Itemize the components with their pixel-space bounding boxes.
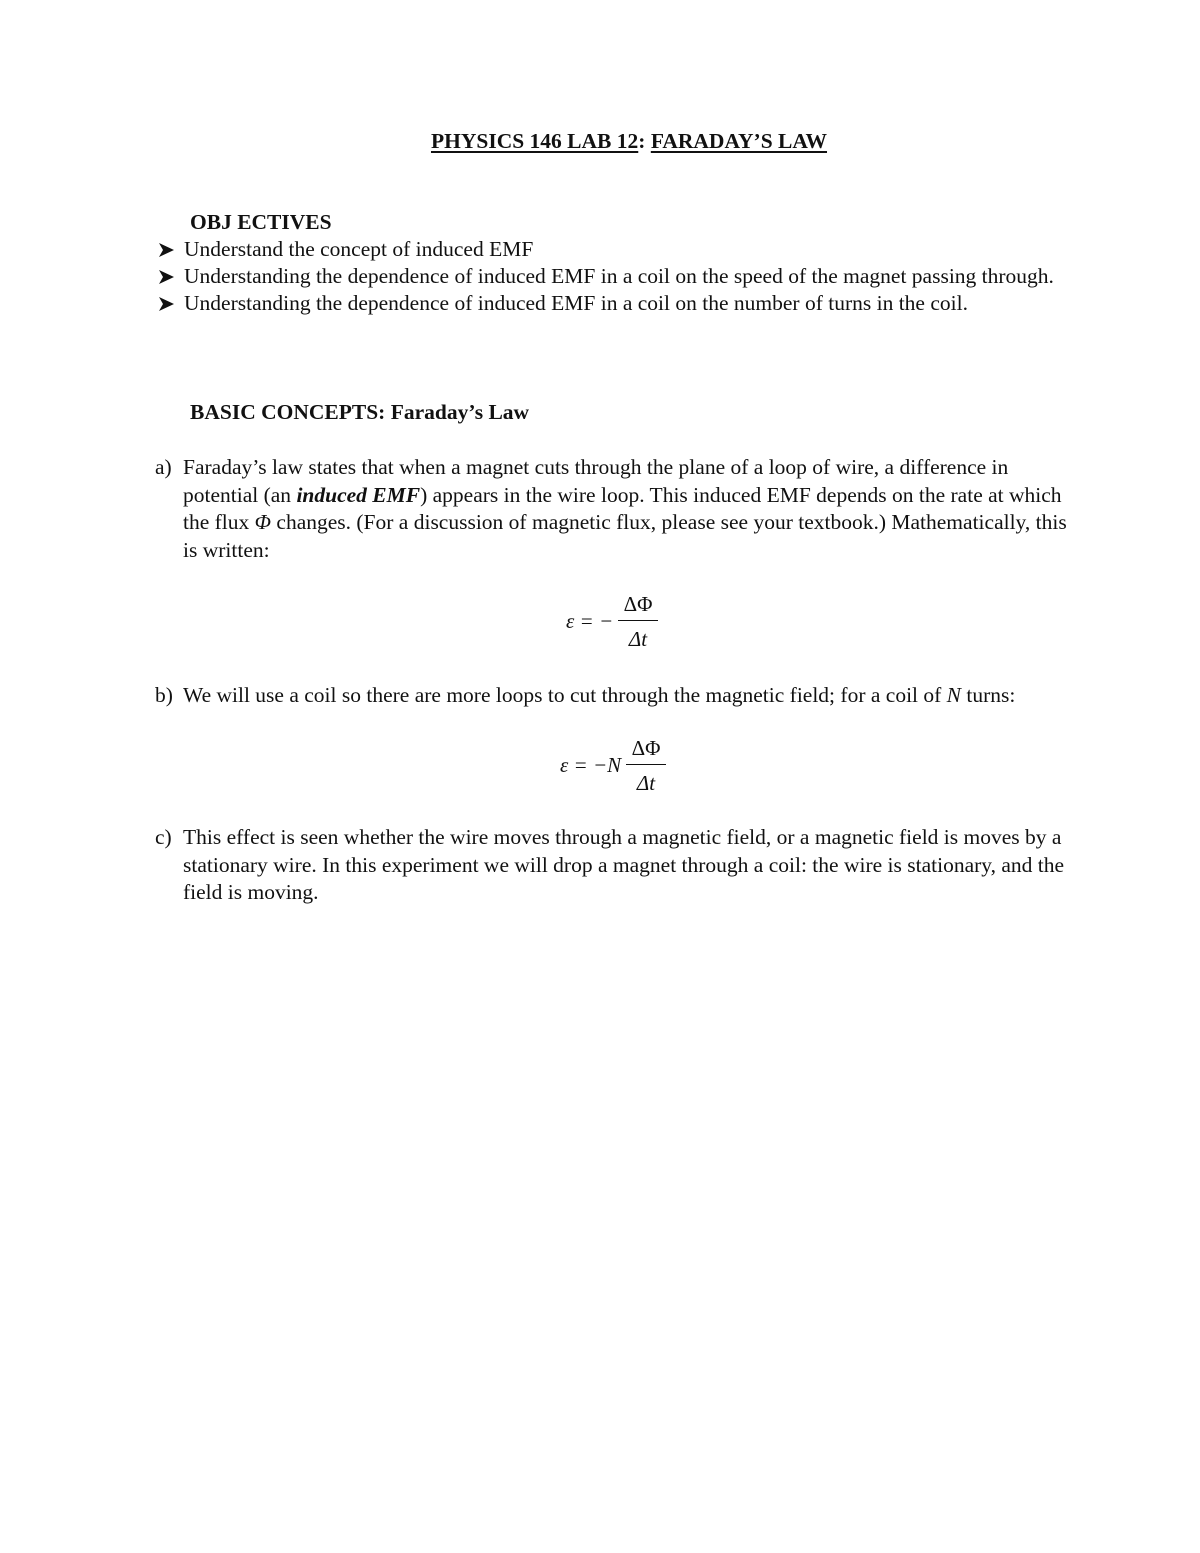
- basic-concepts-heading-rest: : Faraday’s Law: [378, 400, 530, 424]
- equation-lhs: ε = −N: [560, 753, 622, 777]
- paragraph-b-text-part: We will use a coil so there are more loops to cut through the magnetic field; for a coil of: [183, 683, 947, 707]
- paragraph-a: [155, 454, 1075, 564]
- paragraph-marker: a): [155, 455, 172, 479]
- equation-numerator: ΔΦ: [626, 736, 666, 765]
- objective-item: [158, 236, 1078, 263]
- paragraph-marker: c): [155, 825, 172, 849]
- paragraph-b: [155, 682, 1075, 710]
- objective-text: Understanding the dependence of induced EMF in a coil on the number of turns in the coil.: [184, 291, 968, 315]
- paragraph-b-text: [155, 682, 1075, 710]
- turns-variable: N: [946, 683, 962, 707]
- paragraph-a-text: [155, 454, 1075, 564]
- objective-text: Understand the concept of induced EMF: [184, 237, 534, 261]
- basic-concepts-heading-bold: BASIC CONCEPTS: [190, 400, 379, 424]
- equation-faraday-coil: [560, 736, 690, 796]
- objectives-list: [158, 236, 1078, 317]
- equation-faraday: [566, 592, 686, 652]
- paragraph-b-text-part: turns:: [961, 683, 1016, 707]
- equation-fraction: [618, 592, 658, 651]
- equation-fraction: [626, 736, 666, 795]
- title-course: PHYSICS 146 LAB 12: [430, 129, 639, 153]
- flux-symbol: Φ: [254, 510, 272, 534]
- objective-item: [158, 290, 1078, 317]
- title-separator: :: [638, 129, 651, 153]
- equation-numerator: ΔΦ: [618, 592, 658, 621]
- objectives-heading: OBJ ECTIVES: [190, 210, 332, 234]
- paragraph-a-text-part: ) appears in the wire loop. This induced EMF depends on the rate at which the flux: [183, 482, 1062, 534]
- arrowhead-bullet-icon: [158, 236, 178, 263]
- arrowhead-bullet-icon: [158, 263, 178, 290]
- objective-item: [158, 263, 1078, 290]
- objective-text: Understanding the dependence of induced EMF in a coil on the speed of the magnet passing through.: [184, 264, 1054, 288]
- page-title: [0, 126, 1200, 156]
- paragraph-marker: b): [155, 683, 173, 707]
- equation-denominator: Δt: [628, 627, 648, 651]
- arrowhead-bullet-icon: [158, 290, 178, 317]
- title-topic: FARADAY’S LAW: [650, 129, 828, 153]
- equation-lhs: ε = −: [566, 609, 614, 633]
- induced-emf-term: induced EMF: [296, 482, 421, 507]
- basic-concepts-heading: [190, 398, 529, 426]
- paragraph-a-text-part: changes. (For a discussion of magnetic flux, please see your textbook.) Mathematically, this is written:: [183, 510, 1067, 562]
- paragraph-c: [155, 824, 1075, 907]
- paragraph-c-text: This effect is seen whether the wire moves through a magnetic field, or a magnetic field is moves by a stationary wire. In this experiment we will drop a magnet through a coil: the wire is stationary, and the field is moving.: [183, 825, 1065, 904]
- paragraph-a-text-part: Faraday’s law states that when a magnet cuts through the plane of a loop of wire, a difference in potential (an: [183, 455, 1009, 507]
- equation-denominator: Δt: [636, 771, 656, 795]
